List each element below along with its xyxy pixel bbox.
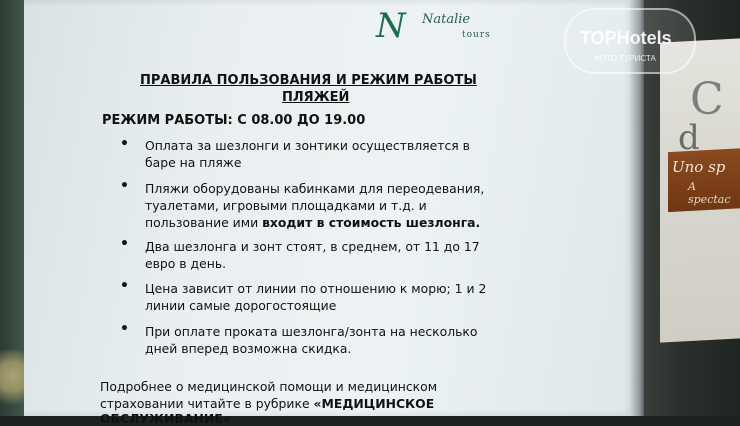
bullet-2-line-2: туалетами, игровыми площадками и т.д. и <box>145 198 427 213</box>
bullet-icon: • <box>120 136 129 152</box>
bullet-4-line-1: Цена зависит от линии по отношению к морю; 1 и 2 <box>145 281 487 296</box>
footer-line-2-plain: страховании читайте в рубрике <box>100 396 314 411</box>
bullet-3-line-1: Два шезлонга и зонт стоят, в среднем, от 11 до 17 <box>145 239 480 254</box>
bullet-4-line-2: линии самые дорогостоящие <box>145 298 337 313</box>
document-title-line-2: ПЛЯЖЕЙ <box>282 90 350 105</box>
logo-mark-icon: N <box>376 6 406 46</box>
footer-line-3: ОБСЛУЖИВАНИЕ» <box>100 411 231 426</box>
book-title-letter-2: d <box>678 118 700 158</box>
logo-brand: Natalie <box>422 12 471 27</box>
bullet-1-line-2: баре на пляже <box>145 155 242 170</box>
footer-line-1: Подробнее о медицинской помощи и медицинском <box>100 379 438 394</box>
document-title-line-1: ПРАВИЛА ПОЛЬЗОВАНИЯ И РЕЖИМ РАБОТЫ <box>140 73 477 88</box>
bullet-5-line-2: дней вперед возможна скидка. <box>145 341 352 356</box>
bullet-3-line-2: евро в день. <box>145 256 227 271</box>
watermark-text: TOPHotels <box>580 28 672 48</box>
bullet-icon: • <box>120 321 129 337</box>
tophotels-watermark <box>564 8 696 74</box>
natalie-tours-logo <box>376 6 506 46</box>
bullet-2-line-3-plain: пользование ими <box>145 215 263 230</box>
book-subtitle-2: A spectac <box>688 180 731 206</box>
book-title-letter-1: C <box>690 74 724 125</box>
bullet-2-line-3 <box>145 215 480 230</box>
logo-sub: tours <box>462 30 491 40</box>
bullet-icon: • <box>120 236 129 252</box>
bullet-2-line-1: Пляжи оборудованы кабинками для переодевания, <box>145 181 485 196</box>
watermark-sub: ФОТО ТУРИСТА <box>594 54 656 63</box>
bullet-icon: • <box>120 278 129 294</box>
working-hours: РЕЖИМ РАБОТЫ: С 08.00 ДО 19.00 <box>102 113 366 128</box>
book-subtitle-1: Uno sp <box>672 158 726 176</box>
footer-line-2-bold: «МЕДИЦИНСКОЕ <box>313 396 435 411</box>
bullet-icon: • <box>120 178 129 194</box>
bullet-2-line-3-bold: входит в стоимость шезлонга. <box>262 215 481 230</box>
footer-line-2 <box>100 396 434 411</box>
bullet-1-line-1: Оплата за шезлонги и зонтики осуществляется в <box>145 138 470 153</box>
bullet-5-line-1: При оплате проката шезлонга/зонта на несколько <box>145 324 478 339</box>
